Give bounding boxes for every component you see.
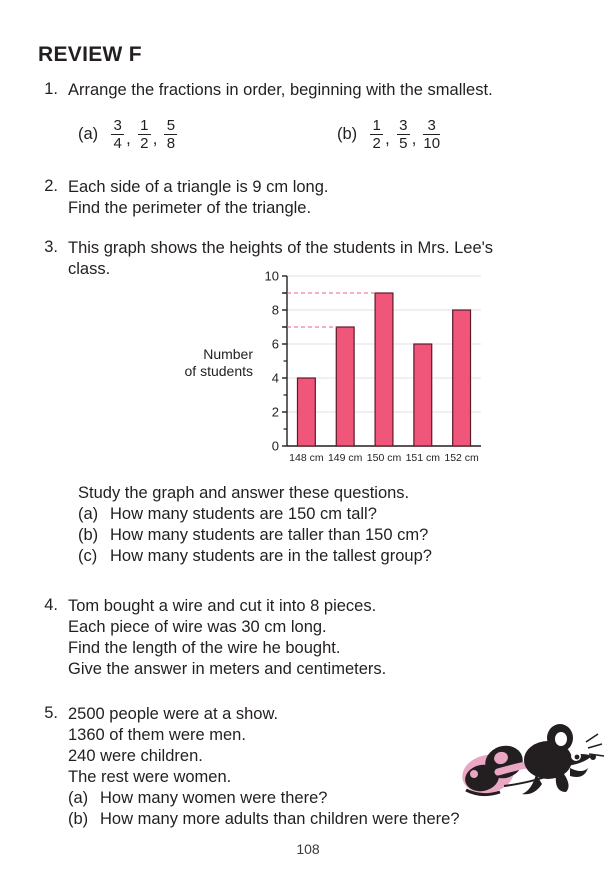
- question-3-part-a: (a) How many students are 150 cm tall?: [78, 505, 377, 523]
- question-3-number: 3.: [44, 238, 58, 256]
- y-tick-label: 4: [271, 370, 279, 386]
- question-1-part-a: [78, 118, 178, 151]
- fraction-3-10: $\frac{3}{10}$: [423, 117, 441, 153]
- y-tick-label: 2: [271, 404, 279, 420]
- fraction-separator: ,: [152, 130, 158, 149]
- y-tick-label: 0: [271, 438, 279, 454]
- question-5-number: 5.: [44, 704, 58, 722]
- fraction-separator: ,: [411, 130, 417, 149]
- fraction-5-8: $\frac{5}{8}$: [164, 118, 177, 151]
- bar-151-cm: [414, 344, 432, 446]
- question-1: [38, 80, 583, 101]
- fraction-3-4: $\frac{3}{4}$: [111, 118, 124, 151]
- mouse-shape: [522, 724, 604, 794]
- study-graph-line: Study the graph and answer these questions.: [78, 484, 410, 502]
- chart-plot-area: [259, 268, 485, 476]
- part-b-label: (b): [337, 125, 358, 144]
- y-tick-label: 10: [264, 268, 279, 284]
- heights-bar-chart: [175, 268, 485, 478]
- page-title: REVIEW F: [38, 43, 142, 66]
- question-5-part-a: (a) How many women were there?: [68, 789, 328, 807]
- question-1-prompt: Arrange the fractions in order, beginning with the smallest.: [68, 81, 493, 99]
- question-3-part-b: (b) How many students are taller than 150 cm?: [78, 526, 429, 544]
- question-4-body: Tom bought a wire and cut it into 8 pieces. Each piece of wire was 30 cm long. Find the length of the wire he bought. Give the answer in meters and centimeters.: [68, 597, 387, 678]
- question-3-body: This graph shows the heights of the students in Mrs. Lee's class.: [68, 239, 494, 278]
- part-a-label: (a): [78, 125, 99, 144]
- y-tick-label: 6: [271, 336, 279, 352]
- question-2-body: Each side of a triangle is 9 cm long. Find the perimeter of the triangle.: [68, 178, 329, 217]
- mouse-pulling-butterfly-icon: [452, 712, 612, 817]
- fraction-3-5: $\frac{3}{5}$: [397, 118, 410, 151]
- question-4-number: 4.: [44, 596, 58, 614]
- fraction-separator: ,: [126, 130, 131, 149]
- bar-150-cm: [375, 293, 393, 446]
- question-1-part-b: [337, 118, 441, 151]
- page-number: 108: [296, 841, 320, 857]
- question-1-number: 1.: [44, 80, 58, 98]
- bar-149-cm: [336, 327, 354, 446]
- x-tick-label: 150 cm: [366, 452, 402, 464]
- question-4: [38, 596, 583, 680]
- y-axis-label: Number of students: [184, 346, 253, 379]
- x-tick-label: 148 cm: [289, 452, 324, 464]
- question-2: [38, 177, 583, 219]
- question-2-number: 2.: [44, 177, 58, 195]
- question-5-part-b: (b) How many more adults than children were there?: [68, 810, 460, 828]
- fraction-separator: ,: [385, 130, 390, 149]
- question-5-body: 2500 people were at a show. 1360 of them were men. 240 were children. The rest were women. (a) How many women were there? (b) How many more adults than children were there?: [68, 705, 460, 828]
- question-1-body: [68, 80, 493, 101]
- x-tick-label: 151 cm: [405, 452, 441, 464]
- question-3-part-c: (c) How many students are in the tallest group?: [78, 547, 432, 565]
- question-3-followup: [78, 483, 432, 567]
- y-tick-label: 8: [271, 302, 279, 318]
- x-tick-label: 149 cm: [327, 452, 363, 464]
- x-tick-label: 152 cm: [444, 452, 479, 464]
- bar-148-cm: [297, 378, 315, 446]
- bar-152-cm: [453, 310, 471, 446]
- fraction-1-2: $\frac{1}{2}$: [370, 118, 383, 151]
- fraction-1-2: $\frac{1}{2}$: [138, 118, 151, 151]
